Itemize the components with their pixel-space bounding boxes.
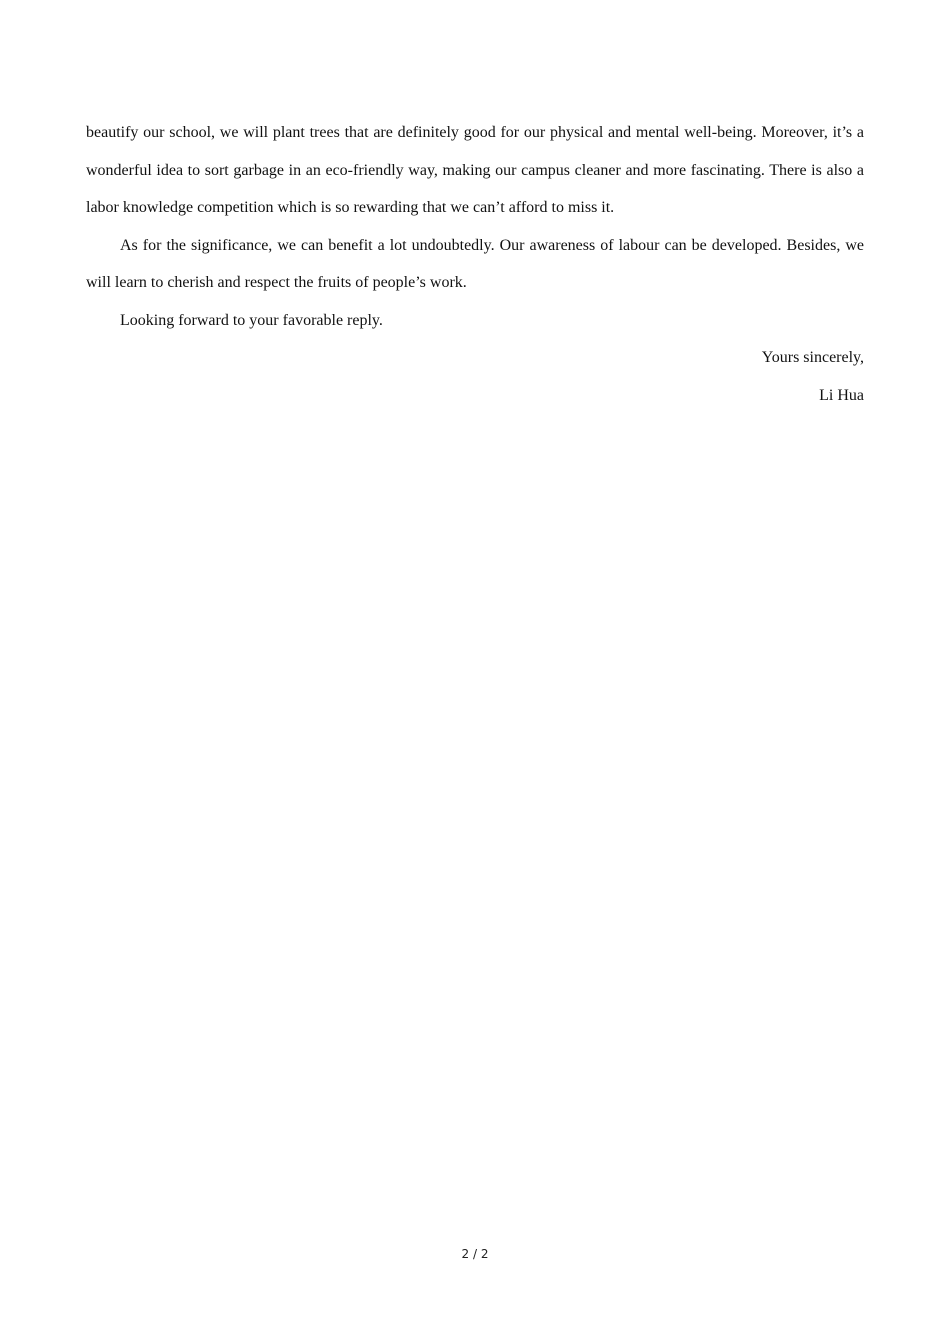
letter-paragraph-continuation: beautify our school, we will plant trees that are definitely good for our physical and mental well-being. Moreover, it’s a wonderful idea to sort garbage in an eco-friendly way, making our campus cleaner and more fascinating. There is also a labor knowledge competition which is so rewarding that we can’t afford to miss it. bbox=[86, 124, 864, 216]
page-number: 2 / 2 bbox=[461, 1247, 489, 1261]
letter-paragraph-significance: As for the significance, we can benefit a lot undoubtedly. Our awareness of labour can be developed. Besides, we will learn to cherish and respect the fruits of people’s work. bbox=[86, 236, 864, 291]
letter-body bbox=[86, 114, 864, 414]
letter-closing: Yours sincerely, bbox=[761, 349, 864, 366]
letter-paragraph-closing-line: Looking forward to your favorable reply. bbox=[120, 311, 383, 329]
letter-signature: Li Hua bbox=[819, 386, 864, 404]
